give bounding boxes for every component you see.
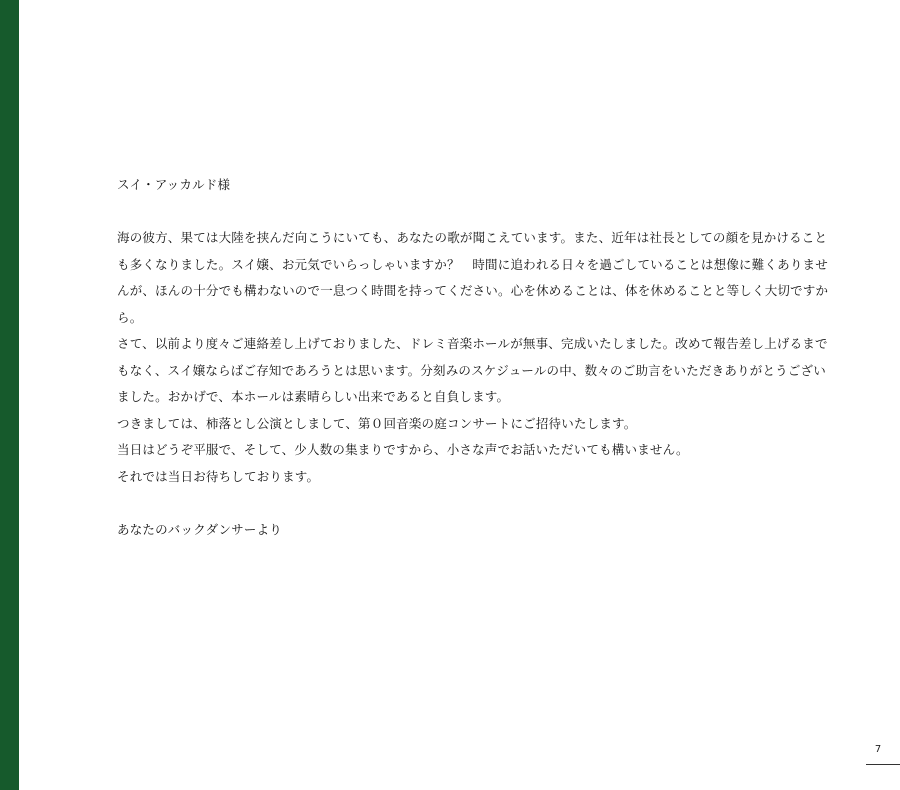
left-accent-bar	[0, 0, 19, 790]
letter-paragraph-5: それでは当日お待ちしております。	[117, 468, 320, 484]
letter-paragraph-3: つきましては、柿落とし公演としまして、第０回音楽の庭コンサートにご招待いたします。	[117, 415, 637, 431]
letter-signature: あなたのバックダンサーより	[117, 521, 282, 537]
letter-paragraph-4: 当日はどうぞ平服で、そして、少人数の集まりですから、小さな声でお話いただいても構いません。	[117, 442, 689, 457]
page-number: 7	[874, 744, 882, 755]
page-number-rule	[866, 764, 900, 765]
letter-body	[117, 170, 837, 543]
letter-paragraph-2: さて、以前より度々ご連絡差し上げておりました、ドレミ音楽ホールが無事、完成いたしました。改めて報告差し上げるまでもなく、スイ嬢ならばご存知であろうとは思います。分刻みのスケジュールの中、数々のご助言をいただきありがとうございました。おかげで、本ホールは素晴らしい出来であると自負します。	[117, 336, 828, 404]
letter-salutation: スイ・アッカルド様	[117, 177, 231, 192]
letter-paragraph-1: 海の彼方、果ては大陸を挟んだ向こうにいても、あなたの歌が聞こえています。また、近年は社長としての顔を見かけることも多くなりました。スイ嬢、お元気でいらっしゃいますか？ 時間に追われる日々を過ごしていることは想像に難くありませんが、ほんの十分でも構わないので一息つく時間を持ってください。心を休めることは、体を休めることと等しく大切ですから。	[117, 230, 829, 325]
